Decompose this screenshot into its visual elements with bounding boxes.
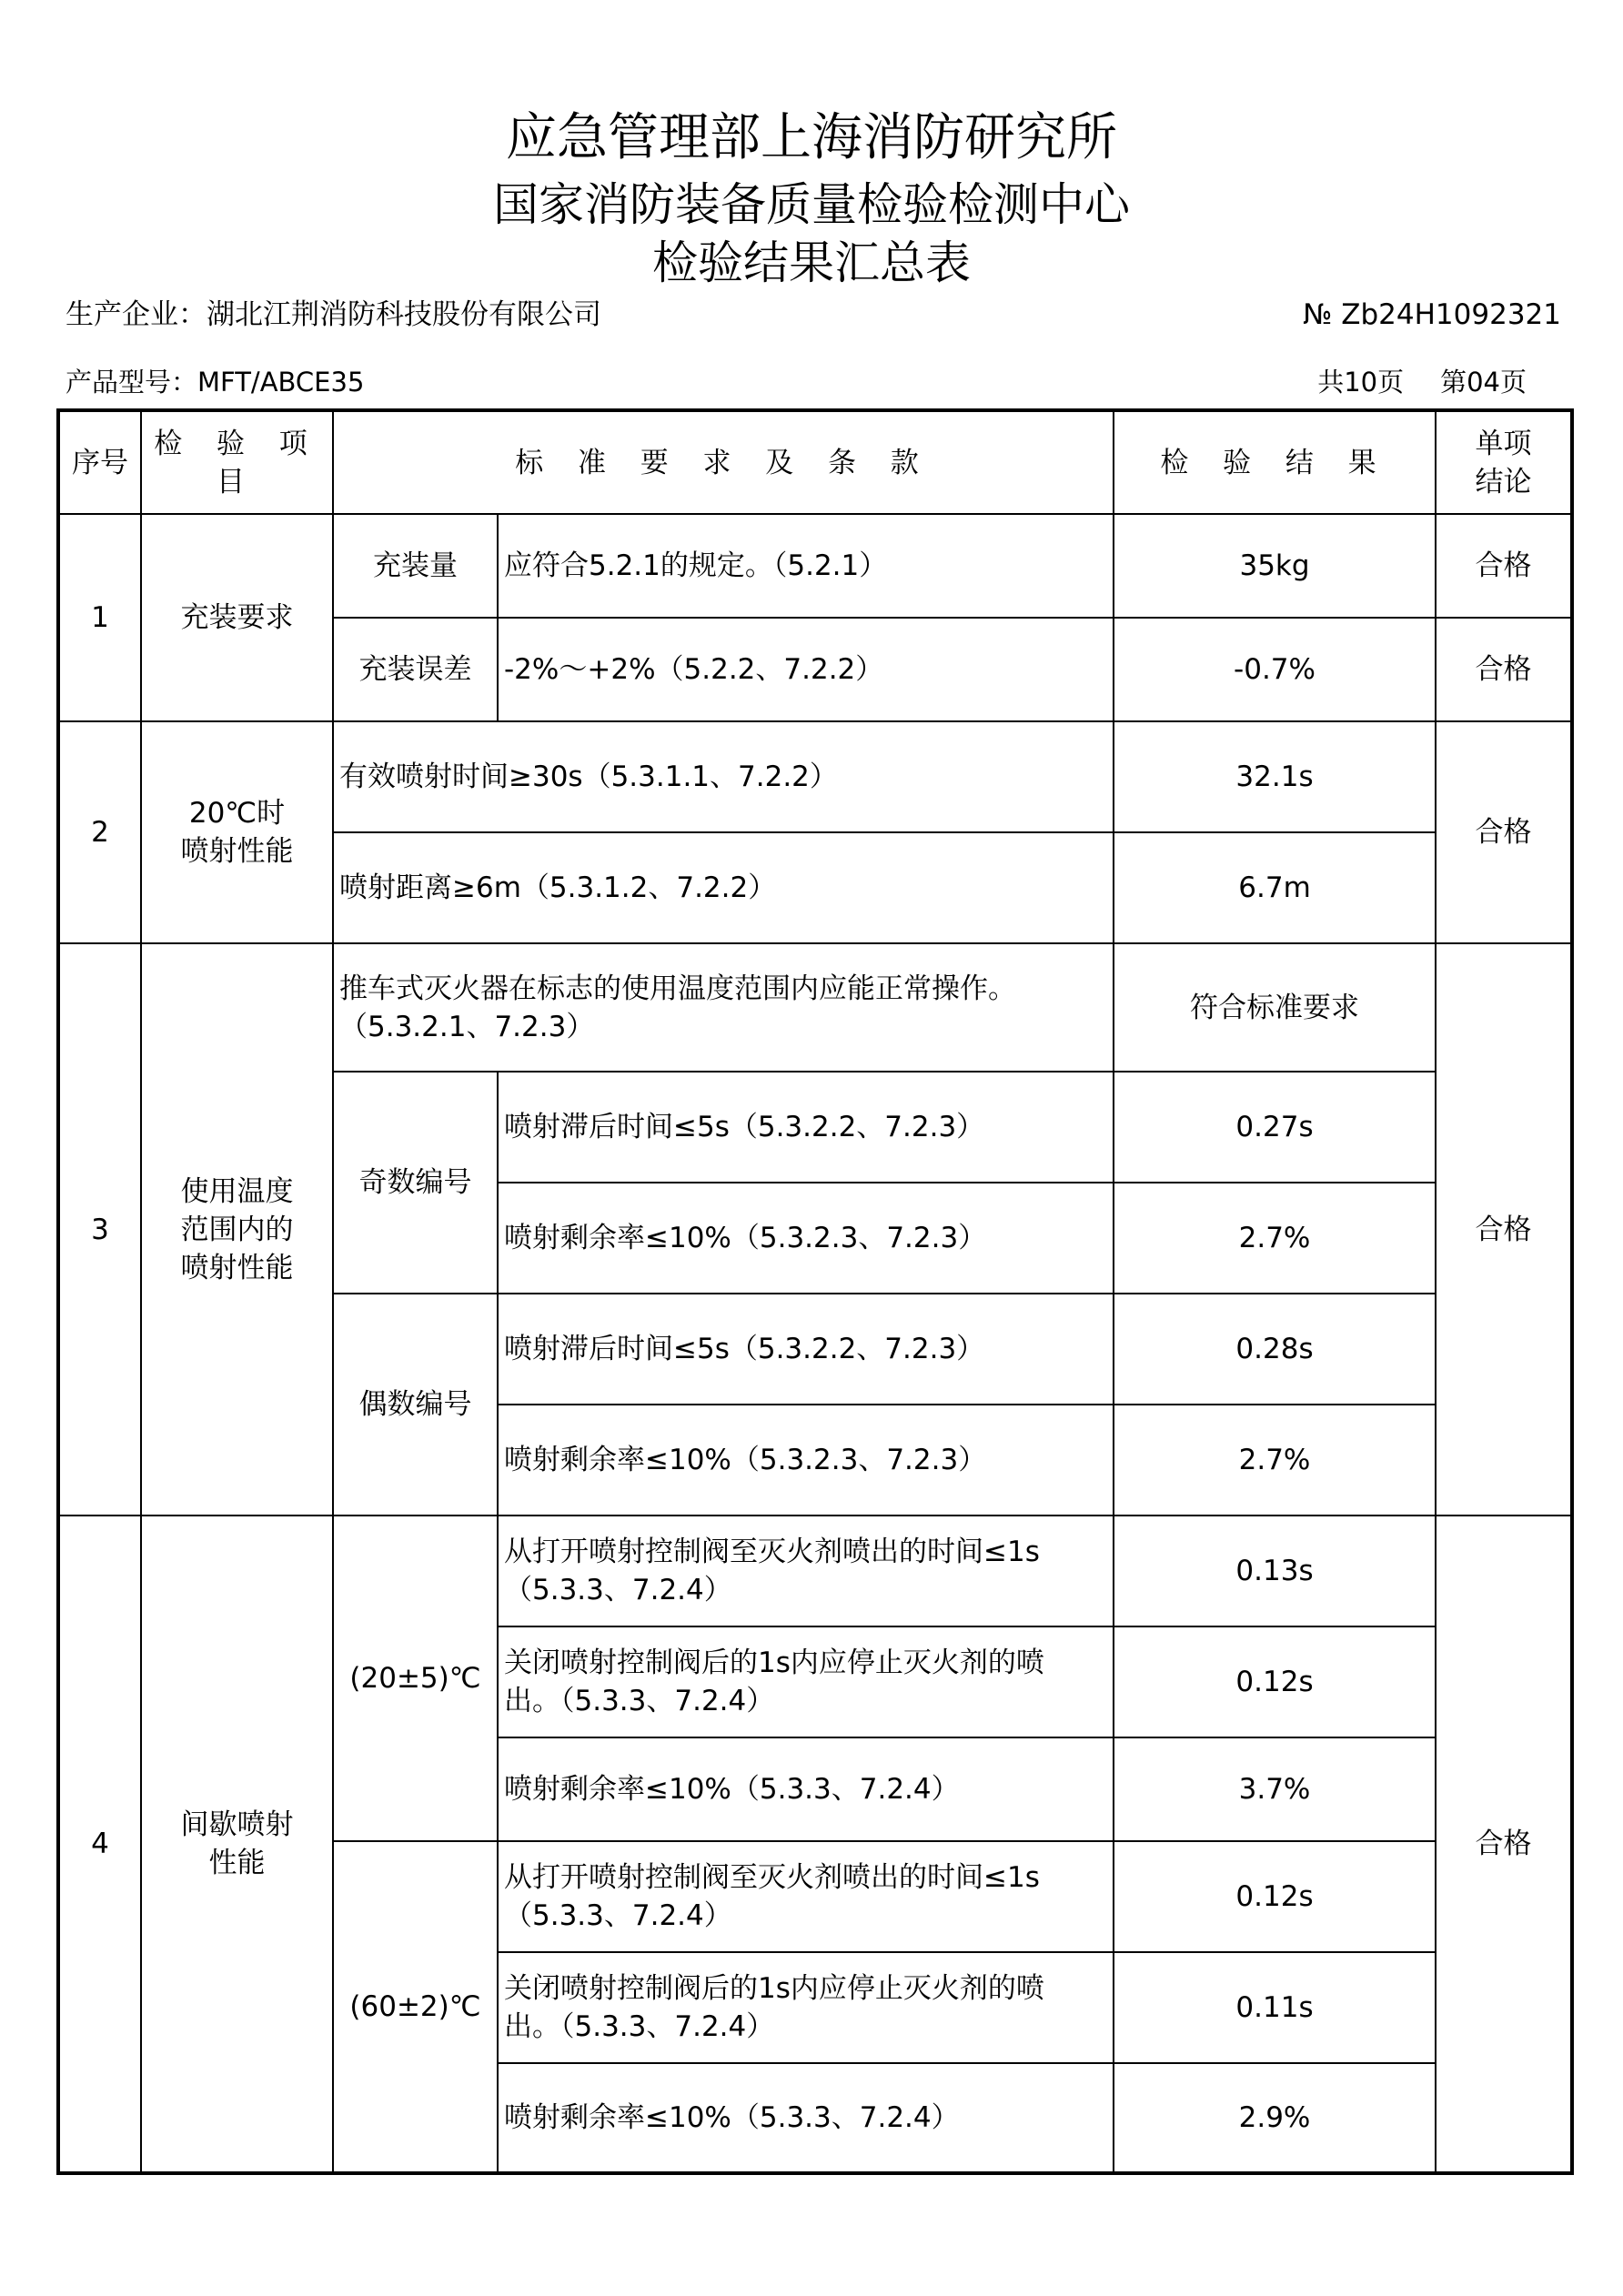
total-pages: 共10页 — [1317, 367, 1405, 398]
item-line: 使用温度 — [180, 1174, 294, 1208]
requirement-cell: 喷射剩余率≤10%（5.3.2.3、7.2.3） — [498, 1405, 1114, 1516]
requirement-cell: 喷射距离≥6m（5.3.1.2、7.2.2） — [333, 832, 1114, 943]
sub-item-cell: (60±2)℃ — [333, 1841, 498, 2173]
table-row — [58, 721, 1572, 832]
requirement-cell: -2%～+2%（5.2.2、7.2.2） — [498, 618, 1114, 721]
requirement-cell: 应符合5.2.1的规定。（5.2.1） — [498, 514, 1114, 618]
model-label: 产品型号： — [66, 367, 198, 398]
seq-cell: 3 — [58, 943, 141, 1516]
result-cell: 符合标准要求 — [1114, 943, 1436, 1072]
requirement-cell: 喷射滞后时间≤5s（5.3.2.2、7.2.3） — [498, 1072, 1114, 1183]
table-row — [58, 1516, 1572, 1626]
item-cell — [141, 1516, 333, 2173]
result-cell: 0.27s — [1114, 1072, 1436, 1183]
requirement-line: （5.3.3、7.2.4） — [504, 1899, 732, 1932]
col-header-requirement: 标 准 要 求 及 条 款 — [333, 410, 1114, 514]
requirement-line: （5.3.3、7.2.4） — [504, 1574, 732, 1606]
result-cell: 0.28s — [1114, 1294, 1436, 1405]
item-cell — [141, 721, 333, 943]
requirement-line: 出。（5.3.3、7.2.4） — [504, 2010, 775, 2043]
sub-item-cell: 充装量 — [333, 514, 498, 618]
page-info — [1317, 364, 1527, 400]
requirement-line: 出。（5.3.3、7.2.4） — [504, 1685, 775, 1717]
item-line: 性能 — [208, 1847, 266, 1879]
company-label: 生产企业： — [66, 298, 207, 331]
requirement-cell: 喷射剩余率≤10%（5.3.3、7.2.4） — [498, 2063, 1114, 2173]
requirement-line: 从打开喷射控制阀至灭火剂喷出的时间≤1s — [504, 1536, 1040, 1568]
company-name: 湖北江荆消防科技股份有限公司 — [207, 298, 601, 331]
requirement-cell — [498, 1952, 1114, 2063]
table-header-row — [58, 410, 1572, 514]
col-header-seq: 序号 — [58, 410, 141, 514]
item-cell — [141, 943, 333, 1516]
col-header-item: 检 验 项 目 — [141, 410, 333, 514]
item-cell: 充装要求 — [141, 514, 333, 721]
requirement-line: 关闭喷射控制阀后的1s内应停止灭火剂的喷 — [504, 1972, 1044, 2005]
sub-item-cell: 充装误差 — [333, 618, 498, 721]
item-line: 20℃时 — [188, 797, 286, 830]
result-cell: 2.7% — [1114, 1405, 1436, 1516]
report-number: № Zb24H1092321 — [1303, 298, 1561, 331]
conclusion-cell: 合格 — [1436, 618, 1572, 721]
sub-item-cell: (20±5)℃ — [333, 1516, 498, 1841]
requirement-cell: 喷射剩余率≤10%（5.3.3、7.2.4） — [498, 1737, 1114, 1841]
requirement-line: （5.3.2.1、7.2.3） — [339, 1010, 595, 1043]
requirement-line: 推车式灭火器在标志的使用温度范围内应能正常操作。 — [339, 972, 1016, 1005]
result-cell: 3.7% — [1114, 1737, 1436, 1841]
sub-item-cell: 偶数编号 — [333, 1294, 498, 1516]
table-row — [58, 514, 1572, 618]
conclusion-cell: 合格 — [1436, 1516, 1572, 2173]
page-number: 第04页 — [1440, 367, 1527, 398]
requirement-line: 从打开喷射控制阀至灭火剂喷出的时间≤1s — [504, 1861, 1040, 1894]
requirement-cell: 喷射滞后时间≤5s（5.3.2.2、7.2.3） — [498, 1294, 1114, 1405]
requirement-cell: 有效喷射时间≥30s（5.3.1.1、7.2.2） — [333, 721, 1114, 832]
result-cell: 0.12s — [1114, 1841, 1436, 1952]
result-cell: 0.13s — [1114, 1516, 1436, 1626]
result-cell: 32.1s — [1114, 721, 1436, 832]
model-value: MFT/ABCE35 — [197, 367, 365, 398]
col-header-result: 检 验 结 果 — [1114, 410, 1436, 514]
result-cell: 0.12s — [1114, 1626, 1436, 1737]
document-title: 检验结果汇总表 — [652, 237, 971, 289]
item-line: 范围内的 — [180, 1213, 294, 1246]
requirement-line: 关闭喷射控制阀后的1s内应停止灭火剂的喷 — [504, 1646, 1044, 1679]
result-cell: -0.7% — [1114, 618, 1436, 721]
seq-cell: 4 — [58, 1516, 141, 2173]
seq-cell: 2 — [58, 721, 141, 943]
result-cell: 2.9% — [1114, 2063, 1436, 2173]
result-cell: 35kg — [1114, 514, 1436, 618]
conclusion-cell: 合格 — [1436, 721, 1572, 943]
conclusion-cell: 合格 — [1436, 514, 1572, 618]
item-line: 间歇喷射 — [180, 1808, 294, 1841]
requirement-cell — [333, 943, 1114, 1072]
item-line: 喷射性能 — [180, 1251, 294, 1284]
company-line — [66, 297, 601, 333]
requirement-cell — [498, 1516, 1114, 1626]
requirement-cell: 喷射剩余率≤10%（5.3.2.3、7.2.3） — [498, 1183, 1114, 1294]
org-name-primary: 应急管理部上海消防研究所 — [506, 108, 1117, 167]
sub-item-cell: 奇数编号 — [333, 1072, 498, 1294]
conclusion-cell: 合格 — [1436, 943, 1572, 1516]
col-header-conclusion-line1: 单项 — [1475, 427, 1532, 460]
org-name-secondary: 国家消防装备质量检验检测中心 — [493, 178, 1130, 231]
model-line — [66, 364, 364, 400]
requirement-cell — [498, 1841, 1114, 1952]
seq-cell: 1 — [58, 514, 141, 721]
result-cell: 6.7m — [1114, 832, 1436, 943]
col-header-conclusion — [1436, 410, 1572, 514]
result-cell: 0.11s — [1114, 1952, 1436, 2063]
results-table — [56, 408, 1574, 2175]
requirement-cell — [498, 1626, 1114, 1737]
result-cell: 2.7% — [1114, 1183, 1436, 1294]
table-row — [58, 943, 1572, 1072]
item-line: 喷射性能 — [180, 835, 294, 868]
col-header-conclusion-line2: 结论 — [1475, 465, 1532, 498]
